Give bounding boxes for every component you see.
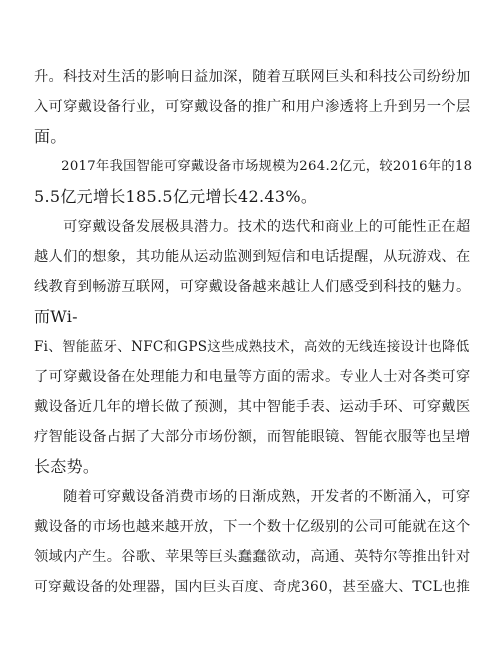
paragraph-4 xyxy=(34,482,474,602)
text-line: 入可穿戴设备行业，可穿戴设备的推广和用户渗透将上升到另一个层 xyxy=(34,99,471,115)
text-line: 长态势。 xyxy=(34,457,100,476)
text-line: 升。科技对生活的影响日益加深，随着互联网巨头和科技公司纷纷加 xyxy=(34,69,471,85)
text-line: 可穿戴设备发展极具潜力。技术的迭代和商业上的可能性正在超 xyxy=(34,219,471,235)
text-line: 可穿戴设备的处理器，国内巨头百度、奇虎360，甚至盛大、TCL也推 xyxy=(34,579,471,595)
text-line: 面。 xyxy=(34,127,67,146)
paragraph-2 xyxy=(34,152,474,212)
text-line: 疗智能设备占据了大部分市场份额，而智能眼镜、智能衣服等也呈增 xyxy=(34,429,471,445)
text-line: 领域内产生。谷歌、苹果等巨头蠢蠢欲动，高通、英特尔等推出针对 xyxy=(34,549,471,565)
text-line: 戴设备近几年的增长做了预测，其中智能手表、运动手环、可穿戴医 xyxy=(34,399,471,415)
text-line: 而Wi- xyxy=(34,307,78,326)
text-line: 越人们的想象，其功能从运动监测到短信和电话提醒，从玩游戏、在 xyxy=(34,249,471,265)
text-line: 2017年我国智能可穿戴设备市场规模为264.2亿元，较2016年的18 xyxy=(34,159,473,174)
text-line: 5.5亿元增长185.5亿元增长42.43%。 xyxy=(34,187,318,206)
text-line: 随着可穿戴设备消费市场的日渐成熟，开发者的不断涌入，可穿 xyxy=(34,489,471,505)
text-line: 戴设备的市场也越来越开放，下一个数十亿级别的公司可能就在这个 xyxy=(34,519,471,535)
text-line: 了可穿戴设备在处理能力和电量等方面的需求。专业人士对各类可穿 xyxy=(34,369,471,385)
text-line: Fi、智能蓝牙、NFC和GPS这些成熟技术，高效的无线连接设计也降低 xyxy=(34,339,470,355)
paragraph-1 xyxy=(34,62,474,152)
text-line: 线教育到畅游互联网，可穿戴设备越来越让人们感受到科技的魅力。 xyxy=(34,279,471,295)
paragraph-3 xyxy=(34,212,474,482)
